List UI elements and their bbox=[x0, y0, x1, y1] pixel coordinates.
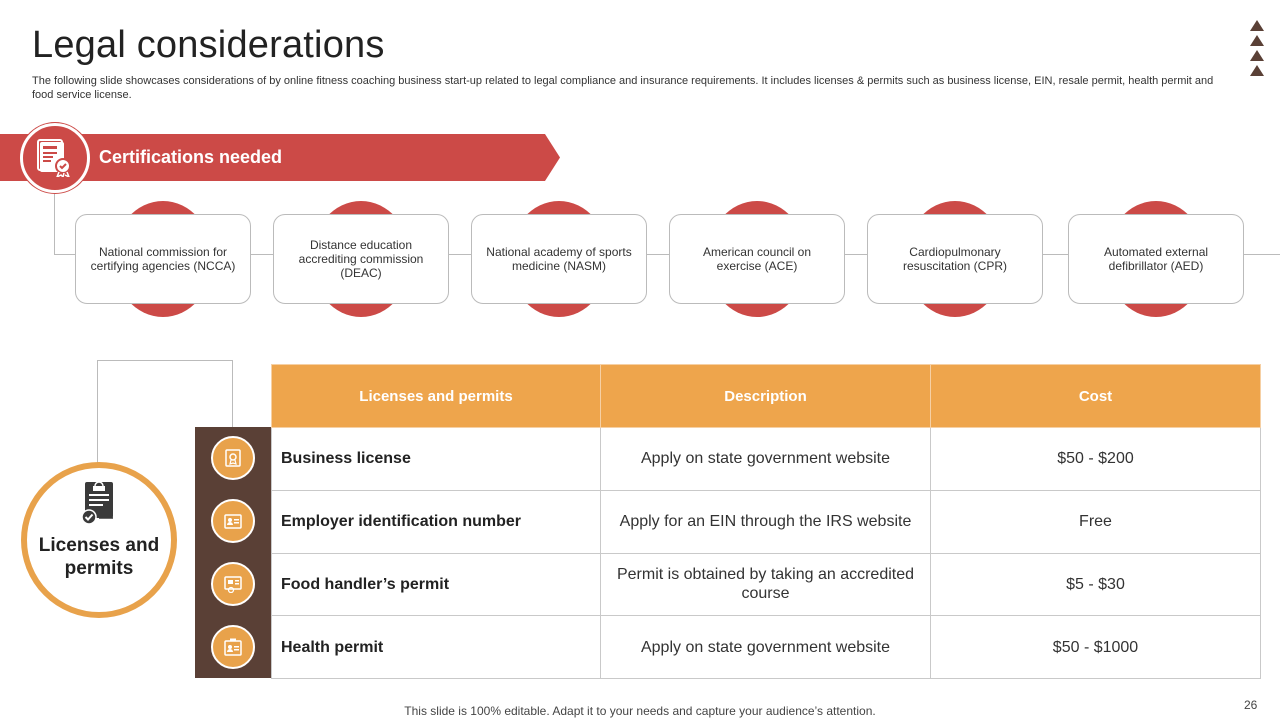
id-card-icon bbox=[211, 499, 255, 543]
licenses-circle-label: Licenses and permits bbox=[38, 535, 160, 579]
certification-item bbox=[273, 201, 449, 317]
table-row bbox=[272, 490, 1261, 553]
table-row bbox=[272, 428, 1261, 491]
license-cost: $50 - $1000 bbox=[931, 616, 1261, 679]
certification-label: Automated external defibrillator (AED) bbox=[1068, 214, 1244, 304]
certifications-banner-label: Certifications needed bbox=[99, 147, 283, 167]
certification-label: American council on exercise (ACE) bbox=[669, 214, 845, 304]
arrow-up-icon bbox=[1250, 50, 1264, 61]
license-cost: $5 - $30 bbox=[931, 553, 1261, 616]
certification-label: National commission for certifying agencies (NCCA) bbox=[75, 214, 251, 304]
column-header: Cost bbox=[931, 365, 1261, 428]
certificate-badge-icon bbox=[211, 436, 255, 480]
table-header-row bbox=[272, 365, 1261, 428]
arrow-up-icon bbox=[1250, 65, 1264, 76]
nav-arrows bbox=[1250, 20, 1266, 80]
license-description: Apply on state government website bbox=[601, 428, 931, 491]
certification-item bbox=[75, 201, 251, 317]
license-description: Permit is obtained by taking an accredited course bbox=[601, 553, 931, 616]
license-name: Health permit bbox=[272, 616, 601, 679]
document-check-icon bbox=[79, 480, 119, 526]
license-name: Food handler’s permit bbox=[272, 553, 601, 616]
table-row bbox=[272, 553, 1261, 616]
badge-id-icon bbox=[211, 625, 255, 669]
license-description: Apply for an EIN through the IRS website bbox=[601, 490, 931, 553]
certification-item bbox=[1068, 201, 1244, 317]
certificate-icon bbox=[20, 123, 90, 193]
certification-item bbox=[669, 201, 845, 317]
footer-note: This slide is 100% editable. Adapt it to your needs and capture your audience’s attention. bbox=[404, 704, 876, 718]
connector-line bbox=[54, 190, 55, 254]
arrow-up-icon bbox=[1250, 20, 1264, 31]
permit-card-icon bbox=[211, 562, 255, 606]
certification-label: Cardiopulmonary resuscitation (CPR) bbox=[867, 214, 1043, 304]
table-row bbox=[272, 616, 1261, 679]
certification-label: National academy of sports medicine (NASM) bbox=[471, 214, 647, 304]
licenses-table bbox=[271, 364, 1261, 679]
license-description: Apply on state government website bbox=[601, 616, 931, 679]
certification-item bbox=[471, 201, 647, 317]
page-subtitle: The following slide showcases considerations of by online fitness coaching business start-up related to legal compliance and insurance requirements. It includes licenses & permits such as business license, EIN, resale permit, health permit and food service license. bbox=[32, 75, 1214, 101]
certification-item bbox=[867, 201, 1043, 317]
license-name: Business license bbox=[272, 428, 601, 491]
page-title: Legal considerations bbox=[32, 24, 385, 66]
column-header: Licenses and permits bbox=[272, 365, 601, 428]
icon-strip bbox=[195, 427, 271, 678]
page-number: 26 bbox=[1244, 698, 1258, 712]
arrow-up-icon bbox=[1250, 35, 1264, 46]
certification-label: Distance education accrediting commission (DEAC) bbox=[273, 214, 449, 304]
licenses-circle bbox=[21, 462, 177, 618]
column-header: Description bbox=[601, 365, 931, 428]
license-cost: Free bbox=[931, 490, 1261, 553]
license-cost: $50 - $200 bbox=[931, 428, 1261, 491]
license-name: Employer identification number bbox=[272, 490, 601, 553]
